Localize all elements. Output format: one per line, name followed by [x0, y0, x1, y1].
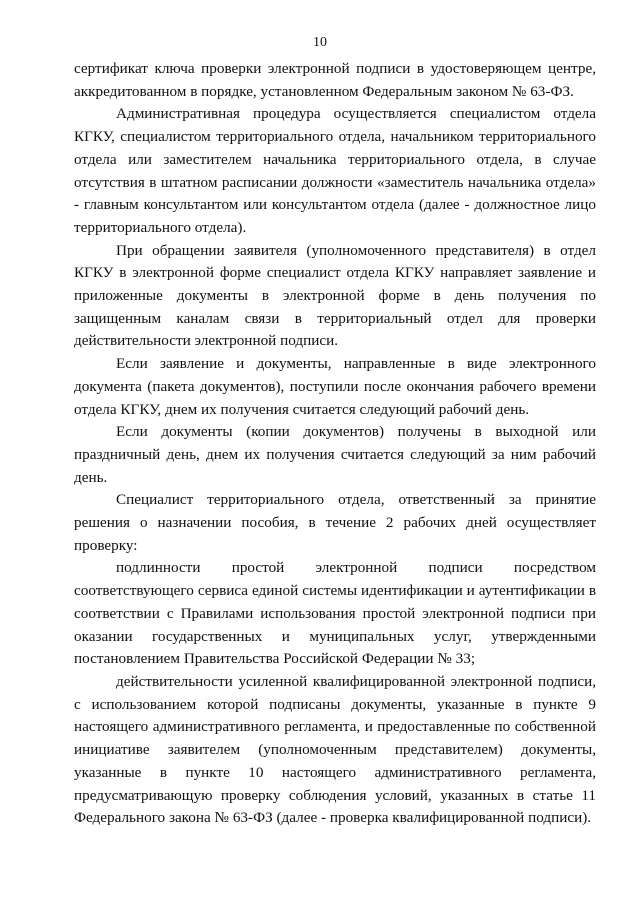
paragraph-continuation: сертификат ключа проверки электронной подписи в удостоверяющем центре, аккредитованном в порядке, установленном Федеральным законом № 63-ФЗ. — [74, 60, 596, 100]
paragraph-administrative-procedure: Административная процедура осуществляется специалистом отдела КГКУ, специалистом территориального отдела, начальником территориального отдела или заместителем начальника территориального отдела, в случае отсутствия в штатном расписании должности «заместитель начальника отдела» - главным консультантом или консультантом отдела (далее - должностное лицо территориального отдела). — [74, 105, 596, 236]
paragraph-simple-signature-check: подлинности простой электронной подписи посредством соответствующего сервиса единой системы идентификации и аутентификации в соответствии с Правилами использования простой электронной подписи при оказании государственных и муниципальных услуг, утвержденными постановлением Правительства Российской Федерации № 33; — [74, 559, 596, 668]
paragraph-after-hours-receipt: Если заявление и документы, направленные в виде электронного документа (пакета документов), поступили после окончания рабочего времени отдела КГКУ, днем их получения считается следующий рабочий день. — [74, 355, 596, 418]
page-number: 10 — [313, 35, 327, 50]
document-body — [74, 58, 596, 830]
paragraph-electronic-submission: При обращении заявителя (уполномоченного представителя) в отдел КГКУ в электронной форме специалист отдела КГКУ направляет заявление и приложенные документы в электронной форме в день получения по защищенным каналам связи в территориальный отдел для проверки действительности электронной подписи. — [74, 241, 596, 350]
paragraph-qualified-signature-check: действительности усиленной квалифицированной электронной подписи, с использованием которой подписаны документы, указанные в пункте 9 настоящего административного регламента, и предоставленные по собственной инициативе заявителем (уполномоченным представителем) документы, указанные в пункте 10 настоящего административного регламента, предусматривающую проверку соблюдения условий, указанных в статье 11 Федерального закона № 63-ФЗ (далее - проверка квалифицированной подписи). — [74, 672, 596, 827]
paragraph-verification-intro: Специалист территориального отдела, ответственный за принятие решения о назначении пособия, в течение 2 рабочих дней осуществляет проверку: — [74, 491, 596, 554]
paragraph-holiday-receipt: Если документы (копии документов) получены в выходной или праздничный день, днем их получения считается следующий за ним рабочий день. — [74, 423, 596, 486]
